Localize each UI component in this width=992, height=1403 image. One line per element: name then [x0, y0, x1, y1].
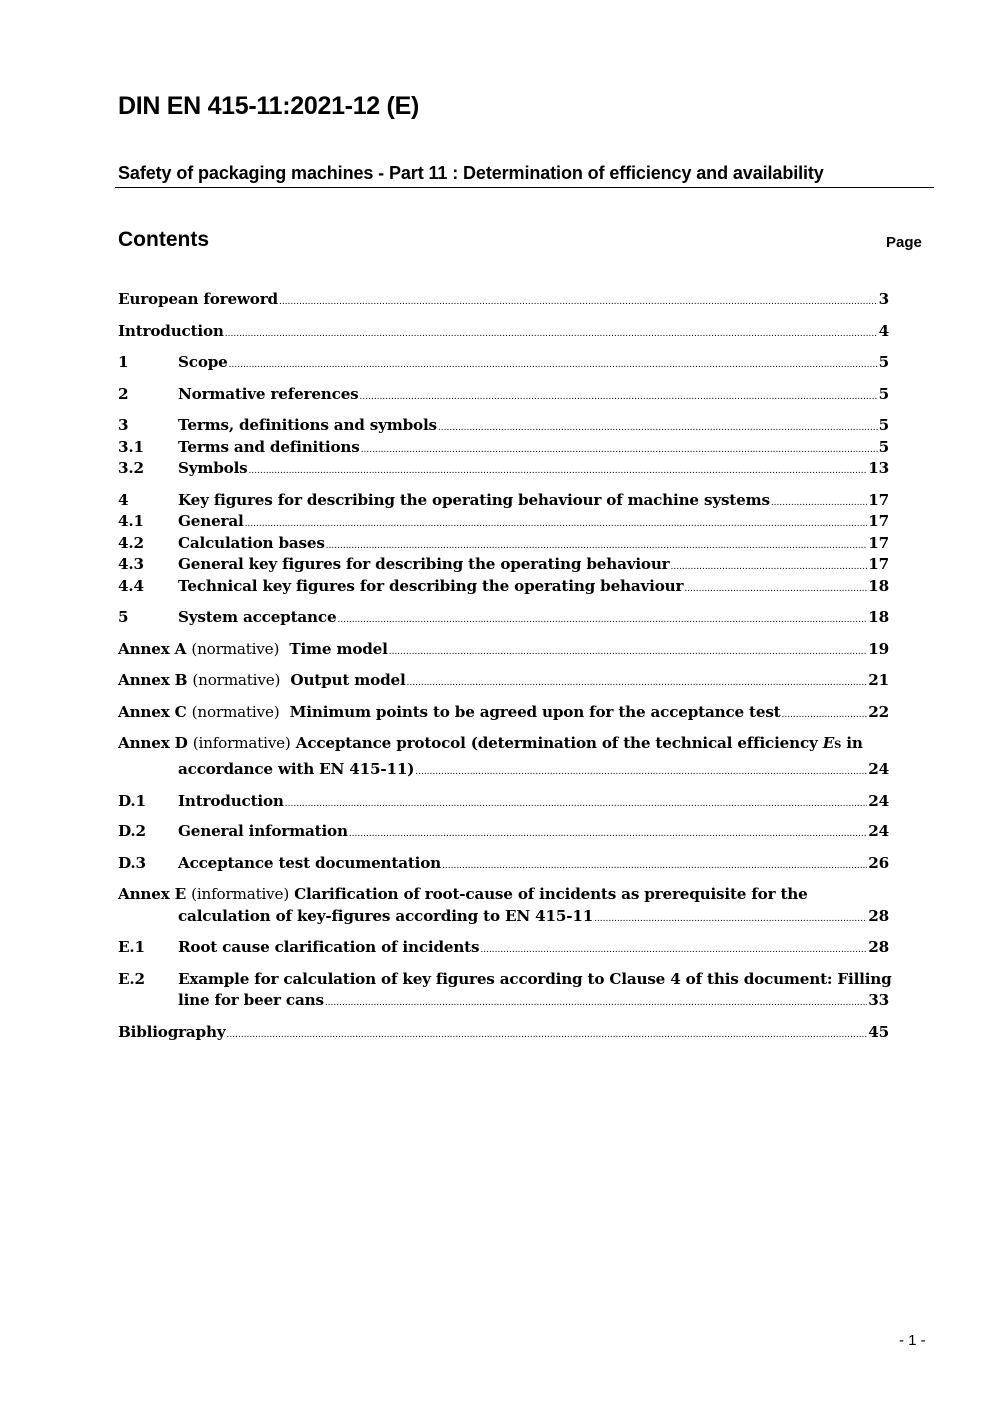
toc-entry-page: 5 [878, 416, 889, 434]
toc-entry-title: General key figures for describing the operating behaviour [178, 555, 670, 573]
toc-entry-page: 28 [868, 907, 889, 925]
toc-annex-type: (normative) [192, 671, 281, 689]
toc-entry-title: European foreword [118, 290, 278, 308]
toc-entry-number: E.2 [118, 970, 145, 988]
toc-entry-page: 5 [878, 353, 889, 371]
toc-entry-title: General information [178, 822, 348, 840]
toc-annex-label: Annex A [118, 640, 187, 658]
toc-entry-page: 45 [868, 1023, 889, 1041]
toc-entry-number: D.1 [118, 792, 146, 810]
toc-entry-bibliography[interactable] [118, 1023, 889, 1045]
toc-entry-page: 5 [878, 385, 889, 403]
toc-leader-dots [389, 647, 868, 657]
toc-entry-title: General [178, 512, 244, 530]
toc-entry-annex-d-continuation[interactable] [178, 760, 889, 782]
toc-leader-dots [480, 945, 867, 955]
toc-leader-dots [229, 360, 878, 370]
toc-entry-e2-example[interactable] [118, 970, 892, 992]
toc-entry-terms-and-definitions[interactable] [118, 438, 889, 460]
toc-leader-dots [349, 829, 867, 839]
toc-entry-scope[interactable] [118, 353, 889, 375]
subtitle-divider [115, 187, 934, 188]
toc-annex-type: (normative) [191, 703, 280, 721]
toc-entry-number: 4.2 [118, 534, 144, 552]
page-number: - 1 - [899, 1332, 926, 1349]
toc-entry-page: 33 [868, 991, 889, 1009]
toc-leader-dots [684, 584, 867, 594]
toc-entry-annex-e-continuation[interactable] [178, 907, 889, 929]
toc-entry-title-line1-end: in [846, 734, 863, 752]
toc-leader-dots [225, 329, 878, 339]
toc-entry-annex-e[interactable] [118, 885, 889, 907]
toc-entry-title: Terms, definitions and symbols [178, 416, 437, 434]
toc-leader-dots [245, 519, 868, 529]
toc-entry-page: 24 [868, 760, 889, 778]
toc-entry-page: 17 [868, 555, 889, 573]
toc-entry-title: Introduction [178, 792, 284, 810]
toc-leader-dots [249, 466, 868, 476]
toc-entry-title: Technical key figures for describing the operating behaviour [178, 577, 684, 595]
toc-entry-annex-b[interactable] [118, 671, 889, 693]
toc-entry-title: Output model [290, 671, 406, 689]
toc-entry-page: 24 [868, 822, 889, 840]
toc-entry-terms-definitions-symbols[interactable] [118, 416, 889, 438]
toc-entry-d2-general-information[interactable] [118, 822, 889, 844]
document-subtitle: Safety of packaging machines - Part 11 : Determination of efficiency and availability [118, 163, 824, 183]
toc-entry-page: 18 [868, 577, 889, 595]
toc-leader-dots [438, 423, 878, 433]
toc-entry-title-line1: Example for calculation of key figures according to Clause 4 of this document: Filling [178, 970, 892, 988]
toc-annex-type: (informative) [192, 734, 291, 752]
toc-entry-d3-acceptance-test-documentation[interactable] [118, 854, 889, 876]
toc-entry-number: 3.2 [118, 459, 144, 477]
contents-heading: Contents [118, 228, 209, 251]
toc-entry-symbols[interactable] [118, 459, 889, 481]
toc-entry-page: 19 [868, 640, 889, 658]
toc-entry-page: 22 [868, 703, 889, 721]
toc-annex-type: (normative) [191, 640, 280, 658]
toc-entry-title: Time model [289, 640, 388, 658]
toc-annex-label: Annex E [118, 885, 187, 903]
toc-entry-number: 2 [118, 385, 129, 403]
toc-annex-type: (informative) [191, 885, 290, 903]
toc-entry-number: 1 [118, 353, 129, 371]
document-title: DIN EN 415-11:2021-12 (E) [118, 92, 419, 120]
toc-entry-title-line2: accordance with EN 415-11) [178, 760, 415, 778]
toc-entry-title: System acceptance [178, 608, 337, 626]
toc-entry-title-line1: Acceptance protocol (determination of the technical efficiency [295, 734, 818, 752]
toc-leader-dots [415, 767, 867, 777]
toc-leader-dots [326, 541, 868, 551]
toc-entry-annex-a[interactable] [118, 640, 889, 662]
toc-entry-technical-key-figures[interactable] [118, 577, 889, 599]
toc-leader-dots [360, 392, 878, 402]
toc-entry-european-foreword[interactable] [118, 290, 889, 312]
toc-entry-number: 4.1 [118, 512, 144, 530]
toc-leader-dots [361, 445, 878, 455]
toc-entry-number: 3.1 [118, 438, 144, 456]
toc-entry-title: Normative references [178, 385, 359, 403]
toc-annex-label: Annex D [118, 734, 188, 752]
toc-entry-page: 18 [868, 608, 889, 626]
toc-entry-page: 24 [868, 792, 889, 810]
toc-entry-number: E.1 [118, 938, 145, 956]
toc-leader-dots [325, 998, 867, 1008]
toc-entry-calculation-bases[interactable] [118, 534, 889, 556]
efficiency-symbol: E [822, 734, 835, 752]
toc-entry-title: Key figures for describing the operating behaviour of machine systems [178, 491, 770, 509]
toc-annex-label: Annex C [118, 703, 187, 721]
toc-entry-number: D.2 [118, 822, 146, 840]
toc-entry-number: D.3 [118, 854, 146, 872]
efficiency-symbol-subscript: S [834, 740, 842, 751]
toc-annex-label: Annex B [118, 671, 188, 689]
toc-entry-title: Symbols [178, 459, 248, 477]
toc-entry-e1-root-cause[interactable] [118, 938, 889, 960]
toc-leader-dots [771, 498, 867, 508]
toc-entry-normative-references[interactable] [118, 385, 889, 407]
toc-entry-title: Introduction [118, 322, 224, 340]
toc-entry-general-key-figures[interactable] [118, 555, 889, 577]
toc-leader-dots [285, 799, 867, 809]
toc-entry-title: Scope [178, 353, 228, 371]
toc-leader-dots [279, 297, 878, 307]
toc-entry-system-acceptance[interactable] [118, 608, 889, 630]
toc-entry-page: 17 [868, 512, 889, 530]
toc-entry-title: Minimum points to be agreed upon for the acceptance test [289, 703, 781, 721]
toc-leader-dots [407, 678, 868, 688]
toc-entry-page: 4 [878, 322, 889, 340]
toc-entry-page: 28 [868, 938, 889, 956]
toc-entry-annex-d[interactable] [118, 734, 889, 756]
toc-entry-introduction[interactable] [118, 322, 889, 344]
toc-entry-number: 4.3 [118, 555, 144, 573]
toc-leader-dots [442, 861, 867, 871]
toc-entry-page: 5 [878, 438, 889, 456]
toc-entry-d1-introduction[interactable] [118, 792, 889, 814]
toc-entry-page: 26 [868, 854, 889, 872]
toc-leader-dots [337, 615, 867, 625]
toc-entry-page: 3 [878, 290, 889, 308]
toc-entry-title-line1: Clarification of root-cause of incidents as prerequisite for the [294, 885, 808, 903]
toc-entry-page: 21 [868, 671, 889, 689]
toc-entry-title: Calculation bases [178, 534, 325, 552]
toc-leader-dots [594, 914, 867, 924]
toc-entry-e2-continuation[interactable] [178, 991, 889, 1013]
toc-entry-title: Terms and definitions [178, 438, 360, 456]
toc-entry-title: Bibliography [118, 1023, 226, 1041]
toc-entry-title: Acceptance test documentation [178, 854, 442, 872]
toc-entry-annex-c[interactable] [118, 703, 889, 725]
toc-leader-dots [670, 562, 867, 572]
toc-entry-page: 17 [868, 534, 889, 552]
page-column-heading: Page [886, 234, 922, 251]
toc-leader-dots [226, 1030, 867, 1040]
toc-entry-title-line2: calculation of key-figures according to EN 415-11 [178, 907, 594, 925]
toc-entry-number: 4.4 [118, 577, 144, 595]
toc-entry-page: 13 [868, 459, 889, 477]
toc-entry-title-line2: line for beer cans [178, 991, 324, 1009]
toc-entry-page: 17 [868, 491, 889, 509]
toc-entry-number: 3 [118, 416, 129, 434]
toc-entry-title: Root cause clarification of incidents [178, 938, 480, 956]
toc-entry-number: 5 [118, 608, 129, 626]
toc-entry-general[interactable] [118, 512, 889, 534]
toc-leader-dots [781, 710, 867, 720]
toc-entry-key-figures[interactable] [118, 491, 889, 513]
toc-entry-number: 4 [118, 491, 129, 509]
